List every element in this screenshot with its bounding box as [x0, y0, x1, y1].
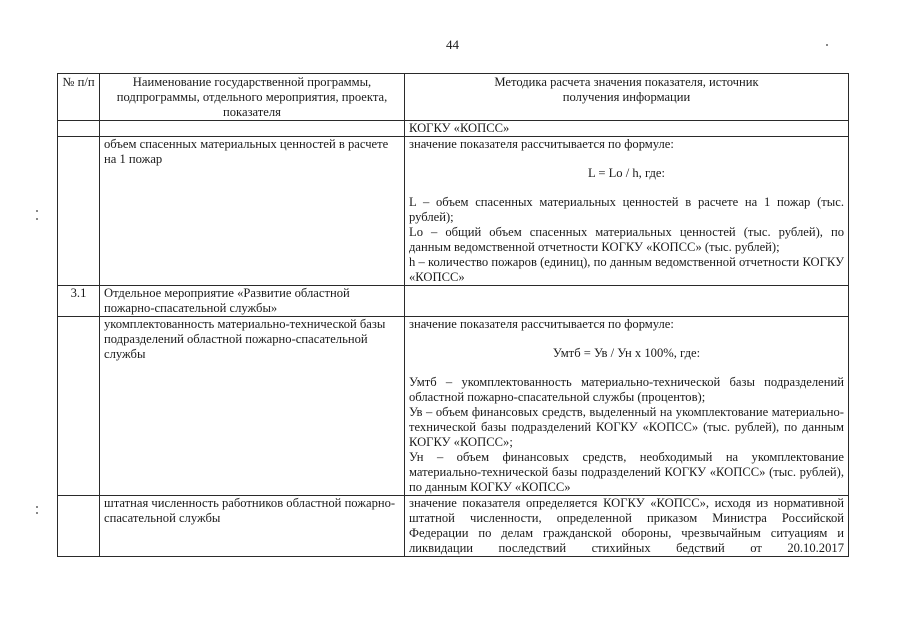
row-name-cell: укомплектованность материально-технической базы подразделений областной пожарно-спасательной службы — [100, 317, 405, 496]
row-number-cell — [58, 137, 100, 286]
definition: Ун – объем финансовых средств, необходимый на укомплектование материально-технической базы подразделений КОГКУ «КОПСС» (тыс. рублей), по данным КОГКУ «КОПСС» — [409, 450, 844, 494]
row-method-cell — [405, 286, 849, 317]
scan-speck — [826, 44, 828, 46]
header-number: № п/п — [58, 74, 100, 121]
formula: L = Lo / h, где: — [587, 166, 666, 180]
table-row — [58, 121, 849, 137]
scan-speck — [36, 512, 38, 514]
row-number-cell — [58, 317, 100, 496]
scan-speck — [36, 218, 38, 220]
formula-intro: значение показателя рассчитывается по формуле: — [409, 317, 674, 331]
row-method-cell: значение показателя определяется КОГКУ «КОПСС», исходя из нормативной штатной численности, определенной приказом Министра Российской Федерации по делам гражданской обороны, чрезвычайным ситуациям и ликвидации последствий стихийных бедствий от 20.10.2017 — [405, 496, 849, 557]
table-row — [58, 317, 849, 496]
formula-intro: значение показателя рассчитывается по формуле: — [409, 137, 674, 151]
row-number-cell — [58, 121, 100, 137]
row-method-cell — [405, 137, 849, 286]
indicator-table — [57, 73, 849, 557]
page-number: 44 — [446, 37, 459, 52]
header-name: Наименование государственной программы, подпрограммы, отдельного мероприятия, проекта, показателя — [100, 74, 405, 121]
definition: h – количество пожаров (единиц), по данным ведомственной отчетности КОГКУ «КОПСС» — [409, 255, 844, 284]
header-method: Методика расчета значения показателя, источник получения информации — [405, 74, 849, 121]
definition: L – объем спасенных материальных ценностей в расчете на 1 пожар (тыс. рублей); — [409, 195, 844, 224]
definition: Lo – общий объем спасенных материальных ценностей (тыс. рублей), по данным ведомственной отчетности КОГКУ «КОПСС» (тыс. рублей); — [409, 225, 844, 254]
row-name-cell: штатная численность работников областной пожарно-спасательной службы — [100, 496, 405, 557]
row-number-cell: 3.1 — [58, 286, 100, 317]
row-method-cell — [405, 317, 849, 496]
definition: Ув – объем финансовых средств, выделенный на укомплектование материально-технической базы подразделений КОГКУ «КОПСС» (тыс. рублей), по данным КОГКУ «КОПСС»; — [409, 405, 844, 449]
formula: Умтб = Ув / Ун х 100%, где: — [552, 346, 701, 360]
row-name-cell: объем спасенных материальных ценностей в расчете на 1 пожар — [100, 137, 405, 286]
table-header-row — [58, 74, 849, 121]
table-row — [58, 286, 849, 317]
row-number-cell — [58, 496, 100, 557]
definition: Умтб – укомплектованность материально-технической базы подразделений областной пожарно-спасательной службы (процентов); — [409, 375, 844, 404]
scan-speck — [36, 210, 38, 212]
row-name-cell — [100, 121, 405, 137]
scan-speck — [36, 506, 38, 508]
table-row — [58, 137, 849, 286]
row-name-cell: Отдельное мероприятие «Развитие областной пожарно-спасательной службы» — [100, 286, 405, 317]
row-method-cell: КОГКУ «КОПСС» — [405, 121, 849, 137]
table-row — [58, 496, 849, 557]
